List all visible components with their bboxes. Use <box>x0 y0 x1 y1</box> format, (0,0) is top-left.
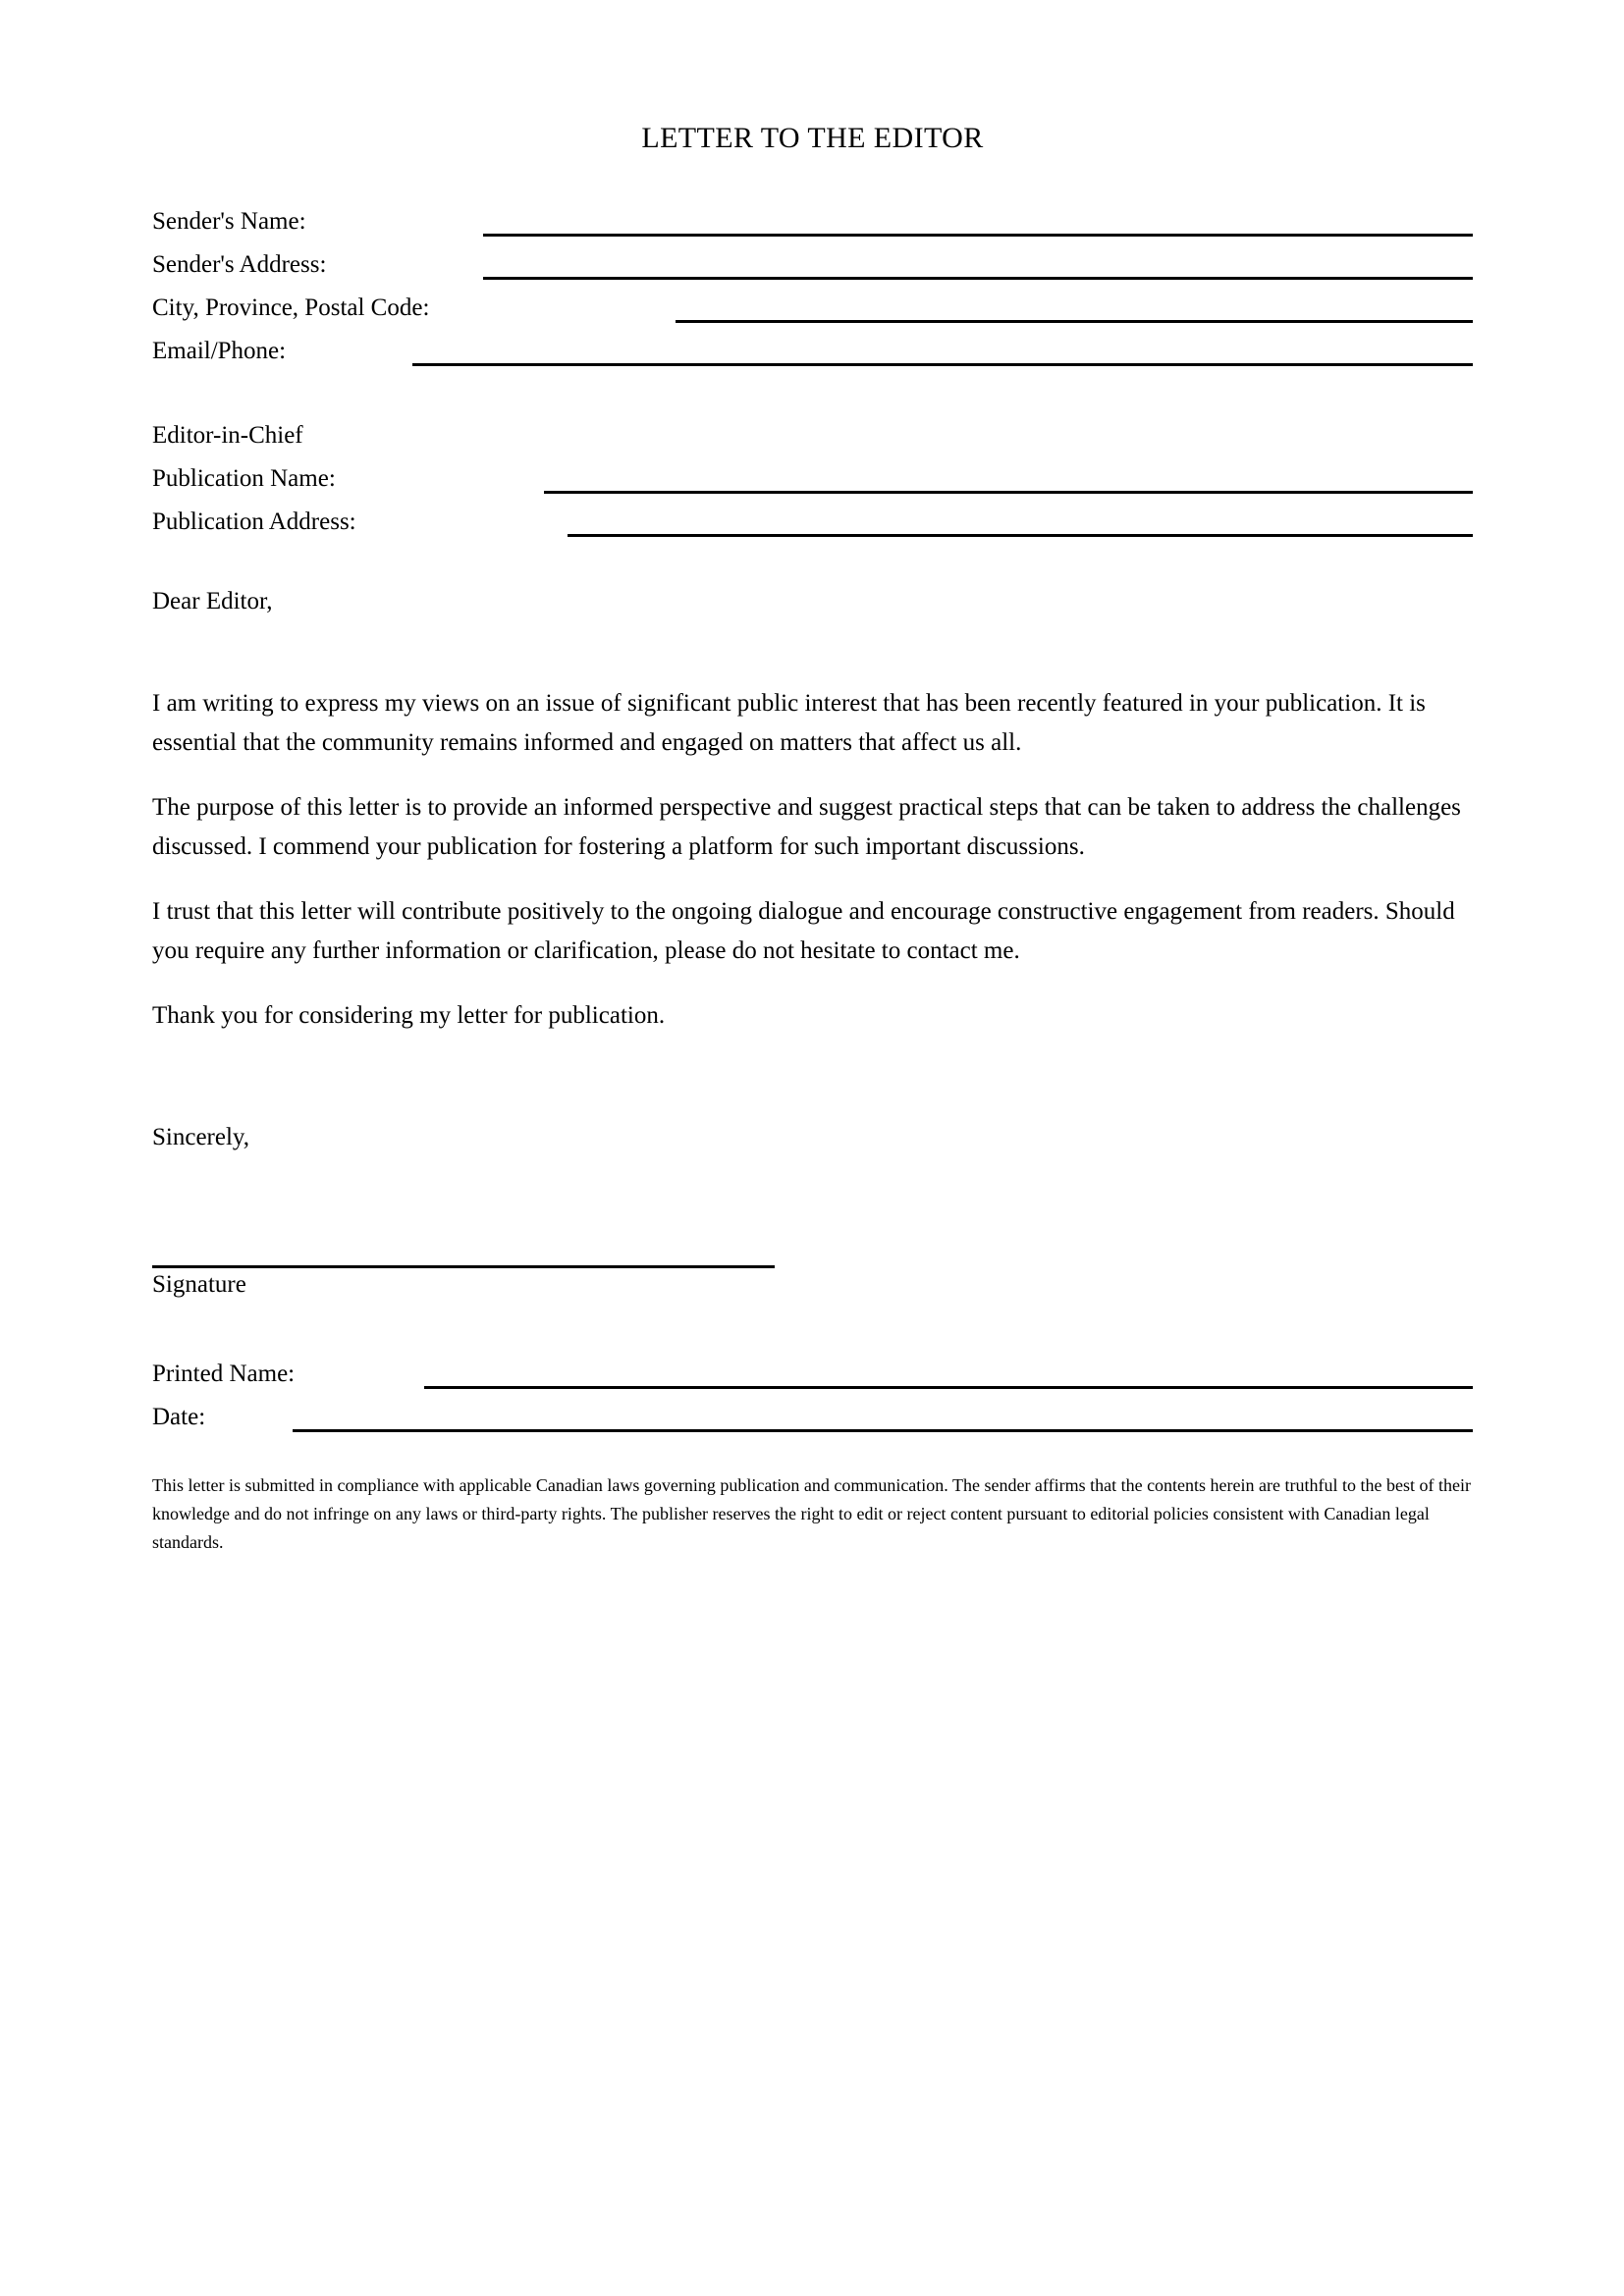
spacer-before-disclaimer <box>152 1436 1473 1471</box>
letter-paragraph-4: Thank you for considering my letter for publication. <box>152 1001 666 1029</box>
label-sender-name: Sender's Name: <box>152 207 306 235</box>
label-publication-address: Publication Address: <box>152 507 356 535</box>
spacer-para-1-2 <box>152 763 1473 788</box>
label-date: Date: <box>152 1403 206 1430</box>
field-row-publication-address[interactable] <box>152 498 1473 541</box>
field-row-sender-name[interactable] <box>152 197 1473 240</box>
field-row-sender-address[interactable] <box>152 240 1473 284</box>
input-line-publication-address[interactable] <box>568 534 1473 537</box>
recipient-block <box>152 411 1473 541</box>
sender-block <box>152 197 1473 370</box>
letter-closing: Sincerely, <box>152 1123 250 1150</box>
spacer-after-title <box>152 156 1473 197</box>
spacer-para-2-3 <box>152 867 1473 892</box>
input-line-sender-name[interactable] <box>483 234 1473 237</box>
legal-disclaimer: This letter is submitted in compliance with applicable Canadian laws governing publication and communication. The sender affirms that the contents herein are truthful to the best of their knowledge and do not infringe on any laws or third-party rights. The publisher reserves the right to edit or reject content pursuant to editorial policies consistent with Canadian legal standards. <box>152 1474 1471 1552</box>
spacer-before-closing <box>152 1036 1473 1118</box>
spacer-after-salutation <box>152 621 1473 684</box>
field-row-printed-name[interactable] <box>152 1350 1473 1393</box>
letter-paragraph-2: The purpose of this letter is to provide an informed perspective and suggest practical steps that can be taken to address the challenges discussed. I commend your publication for fostering a platform for such important discussions. <box>152 793 1461 860</box>
field-row-publication-name[interactable] <box>152 454 1473 498</box>
signature-line[interactable] <box>152 1265 775 1268</box>
letter-paragraph-1: I am writing to express my views on an issue of significant public interest that has been recently featured in your publication. It is essential that the community remains informed and engaged on matters that affect us all. <box>152 689 1426 756</box>
input-line-printed-name[interactable] <box>424 1386 1473 1389</box>
spacer-after-signature <box>152 1301 1473 1350</box>
label-printed-name: Printed Name: <box>152 1360 296 1387</box>
letter-salutation: Dear Editor, <box>152 587 273 614</box>
input-line-publication-name[interactable] <box>544 491 1473 494</box>
label-email-phone: Email/Phone: <box>152 337 287 364</box>
spacer-para-3-4 <box>152 971 1473 996</box>
field-row-date[interactable] <box>152 1393 1473 1436</box>
signature-caption: Signature <box>152 1270 246 1298</box>
input-line-email-phone[interactable] <box>412 363 1473 366</box>
input-line-sender-address[interactable] <box>483 277 1473 280</box>
field-row-email-phone[interactable] <box>152 327 1473 370</box>
spacer-after-recipient <box>152 541 1473 582</box>
signature-space[interactable] <box>152 1157 1473 1265</box>
label-editor-in-chief: Editor-in-Chief <box>152 421 303 449</box>
label-publication-name: Publication Name: <box>152 464 336 492</box>
document-content <box>152 0 1473 1557</box>
input-line-date[interactable] <box>293 1429 1473 1432</box>
field-row-city-province-postal[interactable] <box>152 284 1473 327</box>
label-city-province-postal: City, Province, Postal Code: <box>152 294 430 321</box>
signature-block <box>152 1265 775 1301</box>
printed-name-date-block <box>152 1350 1473 1436</box>
page-title: LETTER TO THE EDITOR <box>641 122 984 154</box>
letter-paragraph-3: I trust that this letter will contribute positively to the ongoing dialogue and encourage constructive engagement from readers. Should you require any further information or clarification, please do not hesitate to contact me. <box>152 897 1455 964</box>
field-row-editor-in-chief <box>152 411 1473 454</box>
spacer-after-sender <box>152 370 1473 411</box>
input-line-city-province-postal[interactable] <box>676 320 1473 323</box>
label-sender-address: Sender's Address: <box>152 250 327 278</box>
